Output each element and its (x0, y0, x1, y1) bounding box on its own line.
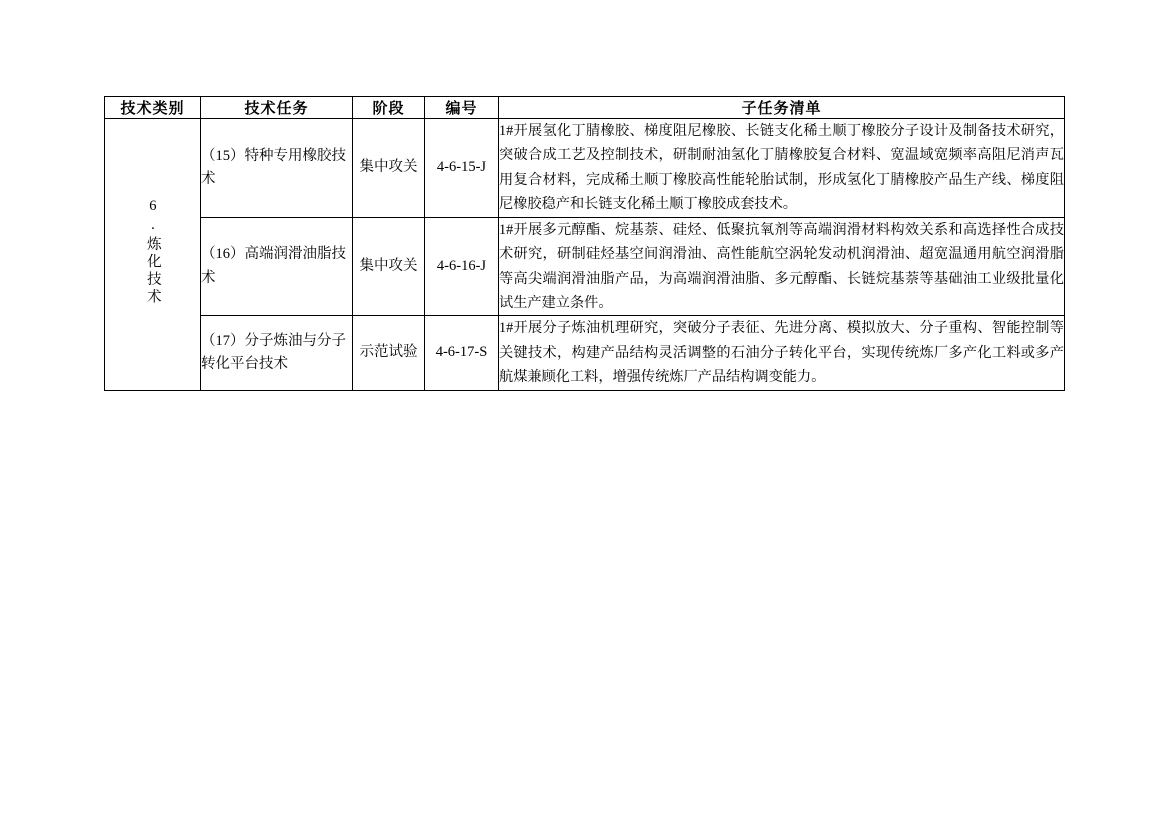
category-cell (105, 119, 201, 391)
stage-cell: 集中攻关 (353, 217, 425, 316)
subtask-cell: 1#开展氢化丁腈橡胶、梯度阻尼橡胶、长链支化稀土顺丁橡胶分子设计及制备技术研究，突破合成工艺及控制技术，研制耐油氢化丁腈橡胶复合材料、宽温域宽频率高阻尼消声瓦用复合材料，完成稀土顺丁橡胶高性能轮胎试制，形成氢化丁腈橡胶产品生产线、梯度阻尼橡胶稳产和长链支化稀土顺丁橡胶成套技术。 (499, 119, 1065, 218)
column-header-subtasks: 子任务清单 (499, 97, 1065, 119)
technology-task-table (104, 96, 1065, 391)
column-header-task: 技术任务 (201, 97, 353, 119)
column-header-stage: 阶段 (353, 97, 425, 119)
code-cell: 4-6-16-J (425, 217, 499, 316)
stage-cell: 示范试验 (353, 316, 425, 390)
column-header-code: 编号 (425, 97, 499, 119)
task-cell: （15）特种专用橡胶技术 (201, 119, 353, 218)
technology-task-table-container (104, 96, 1064, 391)
code-cell: 4-6-15-J (425, 119, 499, 218)
subtask-cell: 1#开展多元醇酯、烷基萘、硅烃、低聚抗氧剂等高端润滑材料构效关系和高选择性合成技术研究，研制硅烃基空间润滑油、高性能航空涡轮发动机润滑油、超宽温通用航空润滑脂等高尖端润滑油脂产品，为高端润滑油脂、多元醇酯、长链烷基萘等基础油工业级批量化试生产建立条件。 (499, 217, 1065, 316)
column-header-category: 技术类别 (105, 97, 201, 119)
stage-cell: 集中攻关 (353, 119, 425, 218)
table-row (105, 217, 1065, 316)
code-cell: 4-6-17-S (425, 316, 499, 390)
subtask-cell: 1#开展分子炼油机理研究，突破分子表征、先进分离、模拟放大、分子重构、智能控制等关键技术，构建产品结构灵活调整的石油分子转化平台，实现传统炼厂多产化工料或多产航煤兼顾化工料，增强传统炼厂产品结构调变能力。 (499, 316, 1065, 390)
task-cell: （17）分子炼油与分子转化平台技术 (201, 316, 353, 390)
table-row (105, 316, 1065, 390)
table-row (105, 119, 1065, 218)
task-cell: （16）高端润滑油脂技术 (201, 217, 353, 316)
table-header-row (105, 97, 1065, 119)
category-label: 6.炼化技术 (144, 197, 161, 306)
